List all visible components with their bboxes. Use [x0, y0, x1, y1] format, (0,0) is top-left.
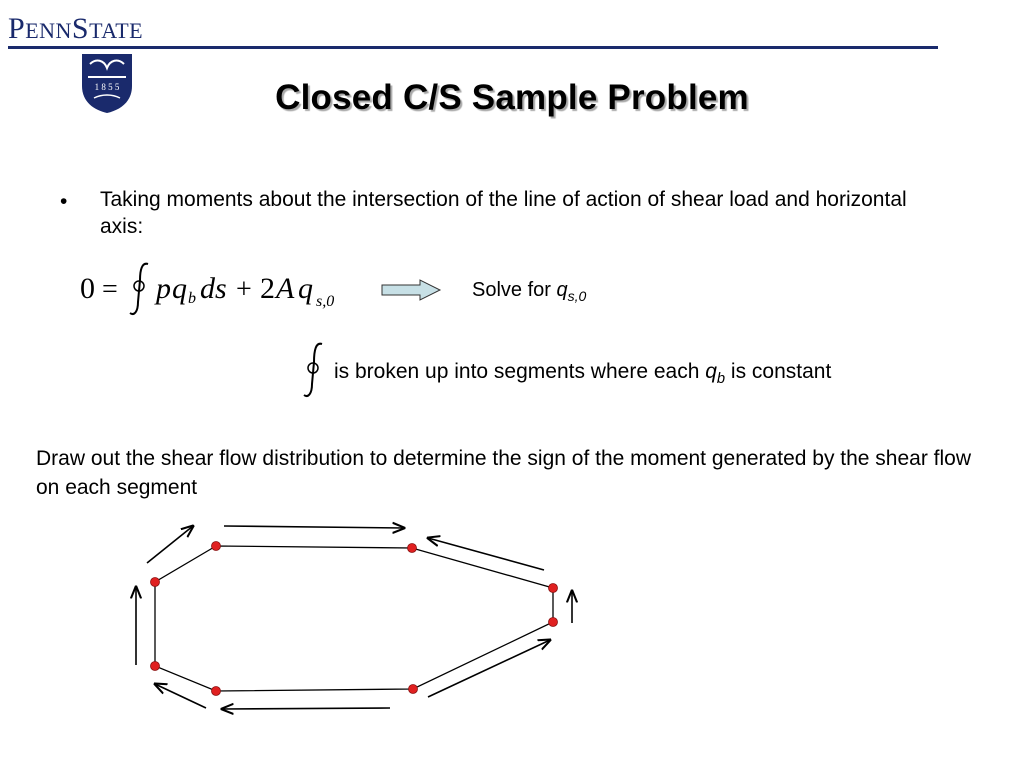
eq-area: A [276, 272, 295, 305]
eq-plus: + [236, 274, 252, 305]
solve-for-text [472, 279, 586, 304]
wordmark-letter: S [71, 12, 90, 45]
flow-arrow-icon [428, 538, 544, 570]
contour-integral-icon [130, 264, 148, 314]
segment-sub: b [716, 371, 726, 388]
eq-q: q [172, 272, 187, 305]
circle-node [549, 584, 558, 593]
eq-equals: = [102, 274, 118, 305]
circle-node [212, 542, 221, 551]
instruction-text: Draw out the shear flow distribution to determine the sign of the moment generated by the shear flow on each segment [36, 447, 972, 499]
bullet-text: Taking moments about the intersection of the line of action of shear load and horizontal axis: [100, 188, 907, 238]
header-divider [8, 46, 938, 49]
segment-note [334, 360, 831, 387]
circle-node [151, 578, 160, 587]
segment-text-1: is broken up into segments where each [334, 360, 706, 383]
eq-lhs: 0 [80, 272, 95, 305]
flow-arrow-icon [428, 640, 550, 697]
bullet-marker: • [60, 190, 68, 213]
flow-arrow-icon [147, 526, 193, 563]
circle-node [408, 544, 417, 553]
shield-year: 1 8 5 5 [94, 82, 120, 92]
solve-sub: s,0 [567, 288, 587, 304]
circle-node [212, 687, 221, 696]
flow-arrow-icon [155, 684, 206, 708]
circle-node [549, 618, 558, 627]
solve-prefix: Solve for [472, 279, 557, 301]
wordmark-letters: TATE [89, 18, 144, 43]
implies-arrow-icon [380, 279, 442, 301]
flow-arrow-icon [222, 708, 390, 709]
slide-title: Closed C/S Sample Problem [275, 78, 749, 117]
flow-arrow-icon [224, 526, 404, 528]
pennstate-wordmark [8, 14, 143, 44]
circle-node [151, 662, 160, 671]
eq-ds: ds [200, 272, 227, 305]
segment-var: q [705, 360, 717, 383]
shear-flow-arrows [136, 526, 572, 709]
wordmark-letter: P [8, 12, 26, 45]
moment-equation [78, 258, 398, 318]
eq-q-sub: b [188, 290, 196, 307]
eq-p: p [156, 272, 171, 305]
segment-text-2: is constant [725, 360, 832, 383]
eq-q0: q [298, 272, 313, 305]
contour-integral-icon [296, 340, 336, 400]
circle-node [409, 685, 418, 694]
eq-coef: 2 [260, 272, 275, 305]
eq-q0-sub: s,0 [316, 293, 335, 310]
wordmark-letters: ENN [25, 18, 72, 43]
cross-section-outline [155, 546, 553, 691]
solve-var: q [556, 279, 568, 301]
boom-nodes [151, 542, 558, 696]
